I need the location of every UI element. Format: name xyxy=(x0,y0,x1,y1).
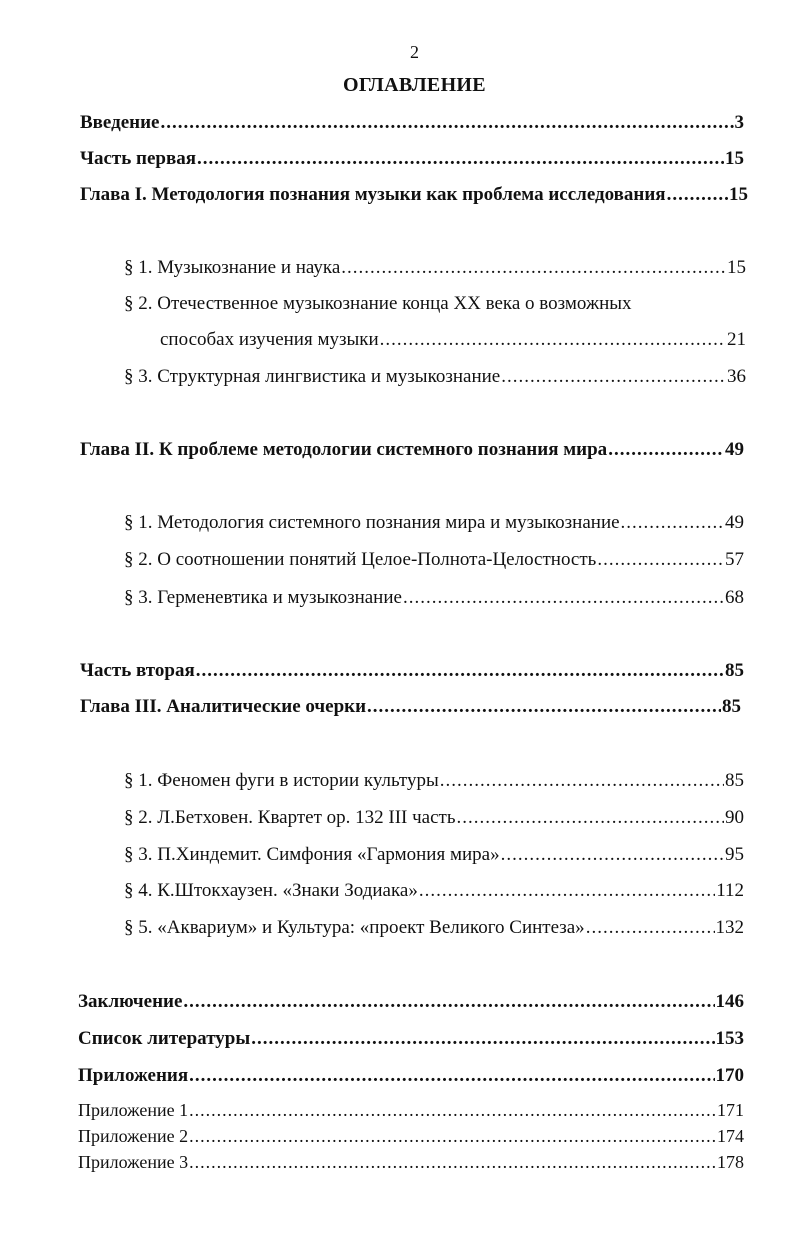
toc-entry-page: 146 xyxy=(715,991,744,1012)
toc-entry-page: 15 xyxy=(729,184,748,205)
toc-entry-label: Приложение 2 xyxy=(78,1126,189,1146)
toc-entry-appendix-3[interactable] xyxy=(78,1151,744,1173)
dot-leader xyxy=(161,110,734,136)
page-number: 2 xyxy=(410,42,419,62)
toc-entry-introduction[interactable] xyxy=(80,110,744,136)
dot-leader xyxy=(196,658,724,684)
toc-entry-chapter-3-section-1[interactable] xyxy=(124,768,744,794)
toc-entry-page: 178 xyxy=(717,1152,744,1172)
toc-entry-chapter-3-section-5[interactable] xyxy=(124,915,744,941)
dot-leader xyxy=(586,915,715,941)
toc-entry-label: § 2. Л.Бетховен. Квартет ор. 132 III часть xyxy=(124,807,456,828)
toc-entry-page: 15 xyxy=(727,257,746,278)
toc-entry-label: Список литературы xyxy=(78,1028,251,1049)
dot-leader xyxy=(251,1026,714,1052)
toc-entry-chapter-3-section-2[interactable] xyxy=(124,805,744,831)
toc-entry-label: § 4. К.Штокхаузен. «Знаки Зодиака» xyxy=(124,880,418,901)
toc-entry-chapter-1-section-2[interactable] xyxy=(160,327,746,353)
dot-leader xyxy=(197,146,724,172)
toc-entry-label: Часть вторая xyxy=(80,660,195,681)
dot-leader xyxy=(189,1125,716,1147)
toc-entry-label: Глава III. Аналитические очерки xyxy=(80,696,367,717)
dot-leader xyxy=(501,842,724,868)
toc-entry-conclusion[interactable] xyxy=(78,989,744,1015)
toc-entry-page: 3 xyxy=(734,112,744,133)
dot-leader xyxy=(189,1063,714,1089)
toc-entry-chapter-1-section-2-line-1[interactable]: § 2. Отечественное музыкознание конца XX века о возможных xyxy=(124,293,632,314)
toc-entry-page: 21 xyxy=(727,329,746,350)
toc-entry-label: § 1. Феномен фуги в истории культуры xyxy=(124,770,439,791)
toc-entry-label: § 3. Герменевтика и музыкознание xyxy=(124,587,402,608)
toc-entry-page: 90 xyxy=(725,807,744,828)
dot-leader xyxy=(403,585,724,611)
dot-leader xyxy=(608,437,724,463)
toc-entry-page: 153 xyxy=(715,1028,744,1049)
toc-entry-label: Приложение 3 xyxy=(78,1152,189,1172)
toc-entry-label: § 1. Музыкознание и наука xyxy=(124,257,341,278)
toc-entry-chapter-1-section-3[interactable] xyxy=(124,364,746,390)
dot-leader xyxy=(189,1099,716,1121)
toc-entry-page: 174 xyxy=(717,1126,744,1146)
toc-entry-part-two[interactable] xyxy=(80,658,744,684)
toc-entry-page: 49 xyxy=(725,439,744,460)
toc-entry-chapter-1[interactable] xyxy=(80,182,748,208)
toc-entry-page: 132 xyxy=(715,917,744,938)
dot-leader xyxy=(621,510,724,536)
toc-entry-page: 112 xyxy=(716,880,744,901)
toc-entry-label: Глава II. К проблеме методологии системного познания мира xyxy=(80,439,608,460)
toc-entry-label: Введение xyxy=(80,112,160,133)
dot-leader xyxy=(667,182,728,208)
toc-entry-label: способах изучения музыки xyxy=(160,329,379,350)
toc-entry-appendix-1[interactable] xyxy=(78,1099,744,1121)
toc-entry-page: 57 xyxy=(725,549,744,570)
toc-entry-chapter-1-section-1[interactable] xyxy=(124,255,746,281)
toc-entry-chapter-3[interactable] xyxy=(80,694,741,720)
toc-entry-label: Часть первая xyxy=(80,148,196,169)
dot-leader xyxy=(183,989,714,1015)
toc-entry-label: Приложение 1 xyxy=(78,1100,189,1120)
dot-leader xyxy=(419,878,715,904)
toc-entry-label: § 5. «Аквариум» и Культура: «проект Великого Синтеза» xyxy=(124,917,585,938)
toc-entry-page: 95 xyxy=(725,844,744,865)
toc-entry-appendices[interactable] xyxy=(78,1063,744,1089)
toc-entry-label: Глава I. Методология познания музыки как проблема исследования xyxy=(80,184,666,205)
dot-leader xyxy=(440,768,724,794)
toc-entry-page: 170 xyxy=(715,1065,744,1086)
toc-entry-page: 36 xyxy=(727,366,746,387)
toc-entry-page: 171 xyxy=(717,1100,744,1120)
toc-entry-chapter-2[interactable] xyxy=(80,437,744,463)
dot-leader xyxy=(367,694,721,720)
toc-entry-page: 85 xyxy=(725,770,744,791)
dot-leader xyxy=(457,805,724,831)
dot-leader xyxy=(189,1151,716,1173)
toc-entry-page: 68 xyxy=(725,587,744,608)
page-title: ОГЛАВЛЕНИЕ xyxy=(343,74,486,96)
toc-entry-label: § 2. О соотношении понятий Целое-Полнота-Целостность xyxy=(124,549,597,570)
toc-entry-page: 85 xyxy=(722,696,741,717)
dot-leader xyxy=(597,547,724,573)
toc-entry-chapter-2-section-3[interactable] xyxy=(124,585,744,611)
dot-leader xyxy=(501,364,726,390)
toc-entry-bibliography[interactable] xyxy=(78,1026,744,1052)
toc-entry-chapter-2-section-2[interactable] xyxy=(124,547,744,573)
dot-leader xyxy=(380,327,726,353)
toc-entry-appendix-2[interactable] xyxy=(78,1125,744,1147)
toc-entry-label: § 1. Методология системного познания мира и музыкознание xyxy=(124,512,620,533)
toc-entry-chapter-3-section-3[interactable] xyxy=(124,842,744,868)
toc-entry-label: Приложения xyxy=(78,1065,189,1086)
toc-entry-page: 85 xyxy=(725,660,744,681)
toc-entry-part-one[interactable] xyxy=(80,146,744,172)
toc-entry-chapter-2-section-1[interactable] xyxy=(124,510,744,536)
toc-entry-label: § 3. П.Хиндемит. Симфония «Гармония мира» xyxy=(124,844,500,865)
toc-entry-page: 49 xyxy=(725,512,744,533)
toc-entry-label: § 3. Структурная лингвистика и музыкознание xyxy=(124,366,501,387)
toc-entry-chapter-3-section-4[interactable] xyxy=(124,878,744,904)
toc-entry-page: 15 xyxy=(725,148,744,169)
dot-leader xyxy=(341,255,726,281)
toc-entry-label: Заключение xyxy=(78,991,183,1012)
